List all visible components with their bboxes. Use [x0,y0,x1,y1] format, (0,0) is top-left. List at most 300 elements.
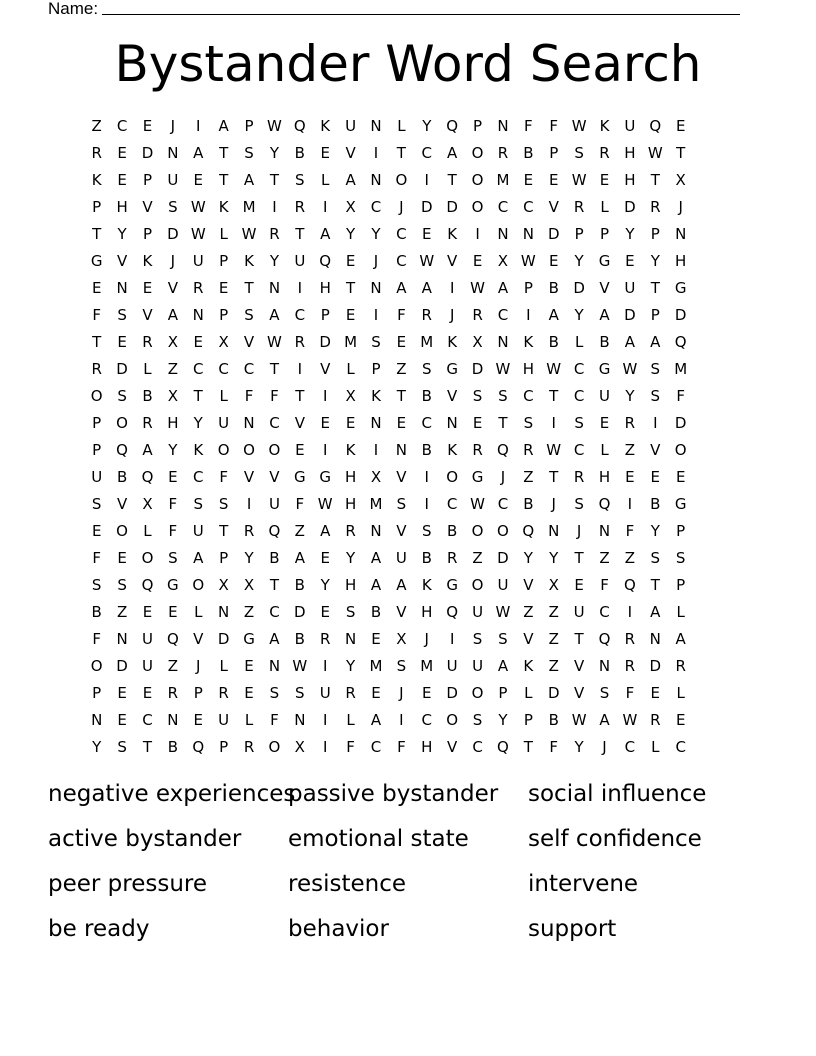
grid-letter: D [116,360,128,378]
grid-letter: Q [598,630,611,648]
grid-letter: D [471,360,484,378]
grid-letter: J [196,657,201,675]
grid-letter: D [624,306,636,324]
grid-letter: C [599,603,610,621]
grid-letter: L [143,522,152,540]
grid-letter: Y [244,549,254,567]
grid-letter: I [246,495,252,513]
grid-letter: X [497,252,509,270]
grid-letter: L [143,360,152,378]
grid-letter: N [497,117,509,135]
grid-letter: W [470,279,485,297]
grid-letter: P [599,225,610,243]
grid-letter: S [422,522,432,540]
grid-letter: N [649,630,661,648]
grid-letter: E [320,414,330,432]
grid-letter: N [497,225,509,243]
grid-letter: Q [166,630,179,648]
grid-letter: L [346,711,355,729]
grid-letter: D [446,198,458,216]
grid-letter: X [243,576,255,594]
grid-letter: R [599,144,610,162]
grid-letter: J [449,306,455,324]
grid-letter: V [320,360,331,378]
grid-letter: W [647,144,663,162]
grid-letter: S [396,657,407,675]
grid-letter: U [91,468,103,486]
grid-letter: C [396,252,407,270]
grid-letter: F [168,495,178,513]
grid-row [84,734,693,761]
grid-letter: A [675,630,686,648]
grid-letter: B [523,495,534,513]
grid-letter: P [92,441,102,459]
grid-letter: A [421,279,432,297]
letter-grid [84,113,693,761]
grid-letter: V [116,252,128,270]
grid-row [84,545,693,572]
grid-letter: D [294,603,306,621]
grid-letter: W [622,711,638,729]
grid-letter: R [193,279,204,297]
word-list [48,778,778,958]
grid-letter: B [91,603,102,621]
grid-letter: I [322,387,328,405]
grid-letter: O [192,576,205,594]
grid-letter: N [116,630,128,648]
grid-letter: J [602,738,607,756]
grid-letter: W [267,333,282,351]
grid-letter: H [116,198,128,216]
grid-letter: X [167,333,178,351]
grid-letter: L [651,738,660,756]
grid-letter: V [193,630,204,648]
grid-letter: H [344,468,357,486]
grid-letter: I [449,279,455,297]
grid-letter: I [297,279,303,297]
grid-letter: Q [674,333,687,351]
grid-letter: F [219,468,228,486]
grid-letter: E [599,171,610,189]
grid-letter: G [674,495,687,513]
grid-letter: W [571,711,587,729]
grid-letter: X [218,576,229,594]
grid-letter: J [500,468,506,486]
grid-letter: F [625,522,635,540]
grid-letter: V [573,657,585,675]
word-item: support [528,916,617,942]
grid-letter: I [373,441,379,459]
grid-letter: Q [192,738,205,756]
grid-letter: E [193,711,203,729]
grid-letter: T [295,225,305,243]
grid-letter: G [674,279,687,297]
grid-letter: E [345,252,356,270]
grid-letter: Z [523,603,534,621]
grid-letter: J [170,117,176,135]
grid-letter: U [218,414,230,432]
grid-letter: S [91,495,102,513]
grid-letter: D [217,630,230,648]
grid-letter: X [370,468,382,486]
grid-letter: M [344,333,358,351]
grid-letter: Y [92,738,102,756]
grid-letter: E [371,684,381,702]
grid-letter: E [218,279,229,297]
grid-letter: L [397,117,406,135]
grid-letter: Q [319,252,332,270]
grid-letter: S [523,414,534,432]
grid-letter: F [397,306,406,324]
grid-letter: M [369,657,383,675]
grid-letter: T [650,576,660,594]
grid-letter: M [369,495,383,513]
grid-letter: U [141,657,153,675]
grid-letter: O [446,711,459,729]
grid-letter: F [600,576,609,594]
word-row [48,823,778,868]
grid-letter: P [244,117,254,135]
grid-letter: E [244,657,254,675]
grid-letter: O [90,657,103,675]
grid-letter: Y [168,441,178,459]
grid-letter: B [269,549,280,567]
grid-letter: C [116,117,128,135]
grid-letter: V [116,495,128,513]
grid-letter: Z [548,630,559,648]
grid-row [84,167,693,194]
grid-letter: N [116,279,128,297]
grid-letter: S [472,387,483,405]
grid-letter: B [421,387,432,405]
grid-letter: K [447,441,458,459]
grid-letter: E [117,144,127,162]
grid-letter: P [523,279,533,297]
grid-letter: B [294,630,305,648]
grid-letter: U [319,684,331,702]
grid-letter: S [472,711,483,729]
grid-letter: E [625,468,635,486]
grid-letter: N [243,414,255,432]
grid-letter: V [523,630,534,648]
name-label: Name: [48,0,99,18]
grid-letter: P [498,684,508,702]
grid-letter: F [270,711,279,729]
grid-letter: E [523,171,534,189]
grid-letter: V [269,468,280,486]
grid-letter: D [674,414,687,432]
grid-letter: K [599,117,610,135]
grid-letter: M [420,333,434,351]
grid-letter: Z [548,603,559,621]
grid-letter: I [399,711,404,729]
grid-letter: D [547,225,560,243]
grid-letter: S [422,360,432,378]
grid-letter: E [295,441,305,459]
grid-letter: X [675,171,686,189]
grid-letter: W [190,225,206,243]
grid-letter: E [396,333,407,351]
grid-letter: V [345,144,356,162]
grid-letter: F [346,738,355,756]
grid-letter: F [270,387,279,405]
grid-letter: U [345,117,357,135]
grid-letter: C [421,144,433,162]
grid-letter: S [91,576,102,594]
grid-row [84,410,693,437]
grid-letter: T [219,171,229,189]
grid-letter: E [675,711,686,729]
grid-letter: S [244,144,254,162]
grid-letter: I [424,171,429,189]
grid-letter: I [653,414,658,432]
word-item: behavior [288,916,389,942]
grid-letter: S [244,306,254,324]
grid-letter: I [475,225,480,243]
grid-letter: B [142,387,153,405]
grid-letter: W [495,603,511,621]
word-item: social influence [528,781,707,807]
grid-letter: N [268,657,281,675]
grid-letter: A [320,522,331,540]
grid-letter: N [497,333,509,351]
grid-letter: B [548,279,559,297]
grid-letter: L [219,225,228,243]
grid-letter: Y [549,549,559,567]
grid-letter: J [170,252,176,270]
grid-letter: X [548,576,559,594]
grid-letter: Z [472,549,483,567]
grid-letter: Y [269,144,280,162]
grid-letter: Q [268,522,281,540]
grid-letter: C [142,711,153,729]
grid-letter: T [269,360,280,378]
grid-letter: K [244,252,254,270]
grid-letter: V [447,387,458,405]
grid-row [84,437,693,464]
grid-letter: J [399,198,404,216]
grid-letter: R [650,198,661,216]
grid-letter: E [320,549,330,567]
grid-letter: R [167,684,179,702]
grid-letter: Z [91,117,102,135]
grid-letter: Z [243,603,255,621]
grid-row [84,626,693,653]
grid-letter: X [218,333,229,351]
grid-letter: S [117,387,127,405]
grid-letter: R [243,738,255,756]
grid-letter: P [92,198,102,216]
grid-letter: W [419,252,435,270]
grid-letter: V [396,522,407,540]
grid-letter: H [598,468,611,486]
grid-letter: O [116,522,128,540]
grid-letter: T [219,522,229,540]
grid-letter: E [675,468,686,486]
grid-letter: P [92,684,102,702]
grid-letter: E [117,549,127,567]
grid-letter: H [624,144,636,162]
grid-letter: T [219,144,229,162]
grid-letter: N [395,441,407,459]
grid-letter: U [624,117,636,135]
grid-letter: A [345,171,356,189]
grid-row [84,221,693,248]
grid-letter: Z [599,549,610,567]
grid-letter: Y [650,522,660,540]
grid-letter: F [625,684,635,702]
grid-letter: C [421,414,433,432]
grid-letter: N [370,414,382,432]
grid-letter: S [168,198,178,216]
grid-letter: P [219,252,229,270]
grid-letter: K [523,333,534,351]
grid-row [84,707,693,734]
grid-letter: E [345,414,356,432]
grid-letter: Z [294,522,305,540]
grid-letter: B [421,549,432,567]
grid-letter: E [548,252,559,270]
grid-letter: R [294,198,306,216]
grid-row [84,572,693,599]
grid-letter: P [549,144,559,162]
grid-letter: E [91,522,102,540]
grid-letter: A [370,549,382,567]
grid-letter: A [370,711,382,729]
grid-letter: T [549,387,559,405]
grid-letter: T [574,630,584,648]
grid-letter: P [92,414,102,432]
grid-letter: K [447,225,458,243]
grid-letter: A [218,117,229,135]
grid-letter: A [624,333,636,351]
grid-letter: T [244,279,254,297]
grid-letter: O [471,576,484,594]
grid-letter: T [92,225,102,243]
grid-letter: A [599,306,610,324]
grid-letter: I [627,495,633,513]
grid-letter: C [243,360,255,378]
grid-letter: C [675,738,686,756]
grid-letter: T [396,144,406,162]
grid-letter: E [117,684,127,702]
grid-letter: E [396,414,407,432]
grid-letter: E [117,171,127,189]
word-item: passive bystander [288,781,499,807]
grid-letter: O [471,522,484,540]
grid-letter: V [396,603,407,621]
grid-letter: Y [498,711,508,729]
grid-letter: T [295,387,305,405]
grid-letter: S [650,549,661,567]
grid-letter: K [345,441,356,459]
grid-letter: V [243,468,255,486]
grid-letter: S [599,684,610,702]
grid-letter: T [523,738,533,756]
grid-letter: R [91,144,102,162]
grid-letter: S [168,549,178,567]
grid-letter: U [218,711,230,729]
word-item: resistence [288,871,406,897]
grid-letter: Q [497,738,509,756]
grid-letter: K [320,117,331,135]
grid-letter: R [243,522,255,540]
grid-letter: Q [598,495,611,513]
grid-letter: E [650,684,661,702]
grid-letter: H [344,576,357,594]
grid-letter: X [472,333,483,351]
grid-row [84,356,693,383]
grid-letter: E [422,684,432,702]
grid-letter: N [294,711,306,729]
grid-letter: U [395,549,407,567]
grid-letter: T [269,171,280,189]
grid-letter: T [193,387,203,405]
grid-letter: X [294,738,305,756]
grid-letter: W [622,360,638,378]
grid-letter: L [574,333,584,351]
grid-letter: P [219,306,229,324]
grid-letter: H [421,738,433,756]
grid-letter: O [268,738,281,756]
grid-letter: R [142,333,153,351]
grid-letter: D [674,306,687,324]
grid-letter: U [268,495,280,513]
grid-letter: A [396,576,407,594]
grid-letter: A [650,603,661,621]
grid-letter: A [320,225,331,243]
grid-letter: R [91,360,102,378]
grid-letter: V [447,252,458,270]
grid-letter: S [650,387,661,405]
grid-letter: Q [623,576,636,594]
grid-letter: Z [396,360,407,378]
grid-letter: S [269,684,280,702]
grid-letter: H [344,495,357,513]
grid-letter: B [599,333,610,351]
grid-row [84,329,693,356]
grid-letter: E [193,171,203,189]
grid-letter: F [549,738,559,756]
grid-letter: D [446,684,458,702]
grid-letter: N [370,117,382,135]
grid-letter: T [142,738,153,756]
grid-letter: G [598,360,611,378]
grid-letter: P [676,522,686,540]
grid-letter: E [371,630,381,648]
grid-letter: K [523,657,534,675]
grid-letter: D [624,198,636,216]
grid-letter: W [292,657,308,675]
grid-letter: O [674,441,687,459]
grid-letter: F [92,549,102,567]
grid-letter: E [345,306,356,324]
word-item: emotional state [288,826,469,852]
grid-letter: R [345,522,356,540]
grid-letter: T [650,279,660,297]
grid-letter: U [167,171,179,189]
grid-letter: O [471,684,484,702]
grid-letter: A [650,333,661,351]
word-item: peer pressure [48,871,208,897]
grid-letter: T [498,414,508,432]
grid-letter: C [472,738,483,756]
grid-letter: F [397,738,406,756]
grid-letter: F [92,306,102,324]
grid-letter: B [548,711,559,729]
grid-letter: A [269,306,280,324]
grid-letter: J [373,252,379,270]
